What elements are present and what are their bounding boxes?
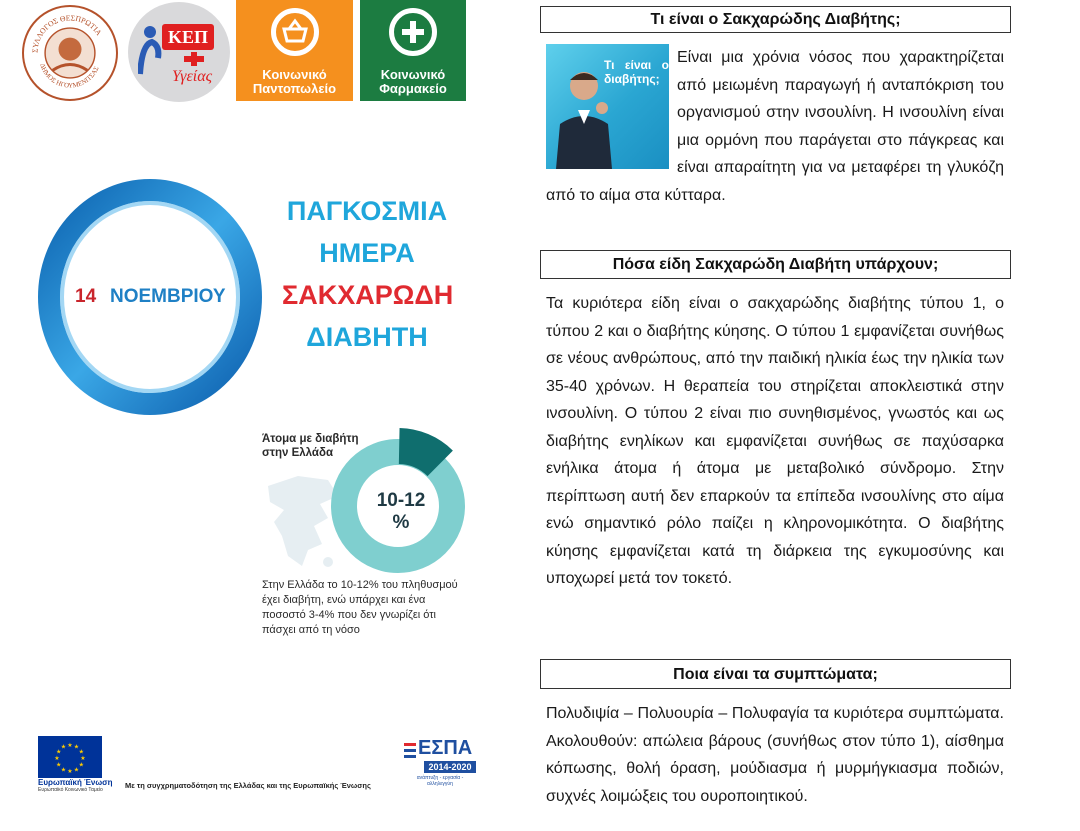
section-text-what-is: Είναι μια χρόνια νόσος που χαρακτηρίζεται από μειωμένη παραγωγή ή ανταπόκριση του οργανισμού στην ινσουλίνη. Η ινσουλίνη είναι μια ορμόνη που παράγεται στο πάγκρεας και είναι απαραίτητη για να μεταφέρει τη γλυκόζη από το αίμα στα κύτταρα. xyxy=(546,49,1004,204)
eu-flag-logo xyxy=(38,736,102,778)
social-pharmacy-logo xyxy=(360,0,466,101)
social-grocery-label: Κοινωνικό Παντοπωλείο xyxy=(252,67,337,96)
eu-name: Ευρωπαϊκή Ένωση xyxy=(38,778,113,787)
eu-star-icon: ★ xyxy=(78,762,84,769)
plus-icon xyxy=(389,8,437,56)
red-cross-icon xyxy=(184,52,204,66)
title-line-4: ΔΙΑΒΗΤΗ xyxy=(306,322,428,352)
eu-star-icon: ★ xyxy=(80,756,86,762)
title-line-1: ΠΑΓΚΟΣΜΙΑ xyxy=(286,196,448,226)
section-heading-symptoms: Ποια είναι τα συμπτώματα; xyxy=(540,659,1011,689)
percentage-value: 10-12 % xyxy=(376,490,426,533)
eu-star-icon: ★ xyxy=(78,749,84,756)
espa-title: ΕΣΠΑ xyxy=(418,737,473,759)
section-text-types: Τα κυριότερα είδη είναι ο σακχαρώδης διαβήτης τύπου 1, ο τύπου 2 και ο διαβήτης κύησης. Ο τύπου 1 εμφανίζεται συνήθως σε νέους ανθρώπους, από την παιδική ηλικία έως την ηλικία των 35-40 χρόνων. Η θεραπεία του στηρίζεται αποκλειστικά στην ινσουλίνη. Ο τύπου 2 είναι πιο συνηθισμένος, γνωστός και ως διαβήτης ενηλίκων και εμφανίζεται συνήθως σε παχύσαρκα ενήλικα άτομα ή άτομα με μεταβολικό σύνδρομο. Στην περίπτωση αυτή δεν επαρκούν τα επίπεδα ινσουλίνης στο αίμα ενώ σημαντικό ρόλο παίζει η κληρονομικότητα. Ο διαβήτης κύησης εμφανίζεται κατά τη διάρκεια της εγκυμοσύνης και υποχωρεί μετά τον τοκετό. xyxy=(546,295,1004,587)
espa-years: 2014-2020 xyxy=(424,761,476,773)
basket-icon xyxy=(271,8,319,56)
social-grocery-logo xyxy=(236,0,353,101)
eu-star-icon: ★ xyxy=(54,756,60,762)
eu-star-icon: ★ xyxy=(73,767,80,774)
eu-star-icon: ★ xyxy=(56,749,62,756)
espa-stripes-icon xyxy=(404,741,418,761)
diabetes-illustration-image xyxy=(546,44,669,169)
espa-logo xyxy=(404,737,476,787)
eu-star-icon: ★ xyxy=(67,743,73,749)
infographic-label: Άτομα με διαβήτη στην Ελλάδα xyxy=(262,433,359,459)
date-day: 14 xyxy=(75,286,97,307)
section-body-symptoms xyxy=(546,700,1004,810)
svg-text:ΣΥΛΛΟΓΟΣ ΘΕΣΠΡΩΤΙΑ: ΣΥΛΛΟΓΟΣ ΘΕΣΠΡΩΤΙΑ xyxy=(30,13,104,54)
kep-health-logo xyxy=(128,2,230,102)
infographic-text: Στην Ελλάδα το 10-12% του πληθυσμού έχει διαβήτη, ενώ υπάρχει και ένα ποσοστό 3-4% που δεν γνωρίζει ότι πάσχει από τη νόσο xyxy=(262,579,458,636)
social-pharmacy-label: Κοινωνικό Φαρμακείο xyxy=(379,67,447,96)
cofinancing-note: Με τη συγχρηματοδότηση της Ελλάδας και της Ευρωπαϊκής Ένωσης xyxy=(125,781,371,790)
title-line-2: ΗΜΕΡΑ xyxy=(319,238,415,268)
date-month: ΝΟΕΜΒΡΙΟΥ xyxy=(110,286,226,307)
section-body-types xyxy=(546,290,1004,593)
eu-subtitle: Ευρωπαϊκό Κοινωνικό Ταμείο xyxy=(38,787,103,793)
eu-star-icon: ★ xyxy=(67,769,73,775)
section-heading-what-is: Τι είναι ο Σακχαρώδης Διαβήτης; xyxy=(540,6,1011,33)
section-text-symptoms: Πολυδιψία – Πολυουρία – Πολυφαγία τα κυριότερα συμπτώματα. Ακολουθούν: απώλεια βάρους (συνήθως στον τύπο 1), αίσθημα κόπωσης, θολή όραση, μούδιασμα ή μυρμήγκιασμα ποδιών, συχνές λοιμώξεις του ουροποιητικού. xyxy=(546,705,1004,805)
kep-title: ΚΕΠ xyxy=(162,24,214,50)
eu-star-icon: ★ xyxy=(73,744,80,751)
eu-star-icon: ★ xyxy=(60,744,67,751)
section-body-what-is xyxy=(546,44,1004,209)
section-heading-types: Πόσα είδη Σακχαρώδη Διαβήτη υπάρχουν; xyxy=(540,250,1011,279)
eu-star-icon: ★ xyxy=(56,762,62,769)
municipality-seal-logo xyxy=(22,5,118,101)
svg-text:ΔΗΜΟΣ ΗΓΟΥΜΕΝΙΤΣΑΣ: ΔΗΜΟΣ ΗΓΟΥΜΕΝΙΤΣΑΣ xyxy=(38,62,101,90)
illustration-caption: Τι είναι ο διαβήτης; xyxy=(604,58,669,86)
espa-tagline: ανάπτυξη - εργασία - αλληλεγγύη xyxy=(416,775,464,787)
title-line-3: ΣΑΚΧΑΡΩΔΗ xyxy=(282,280,454,310)
kep-subtitle: Υγείας xyxy=(172,68,213,85)
event-title xyxy=(282,190,452,358)
eu-star-icon: ★ xyxy=(60,767,67,774)
